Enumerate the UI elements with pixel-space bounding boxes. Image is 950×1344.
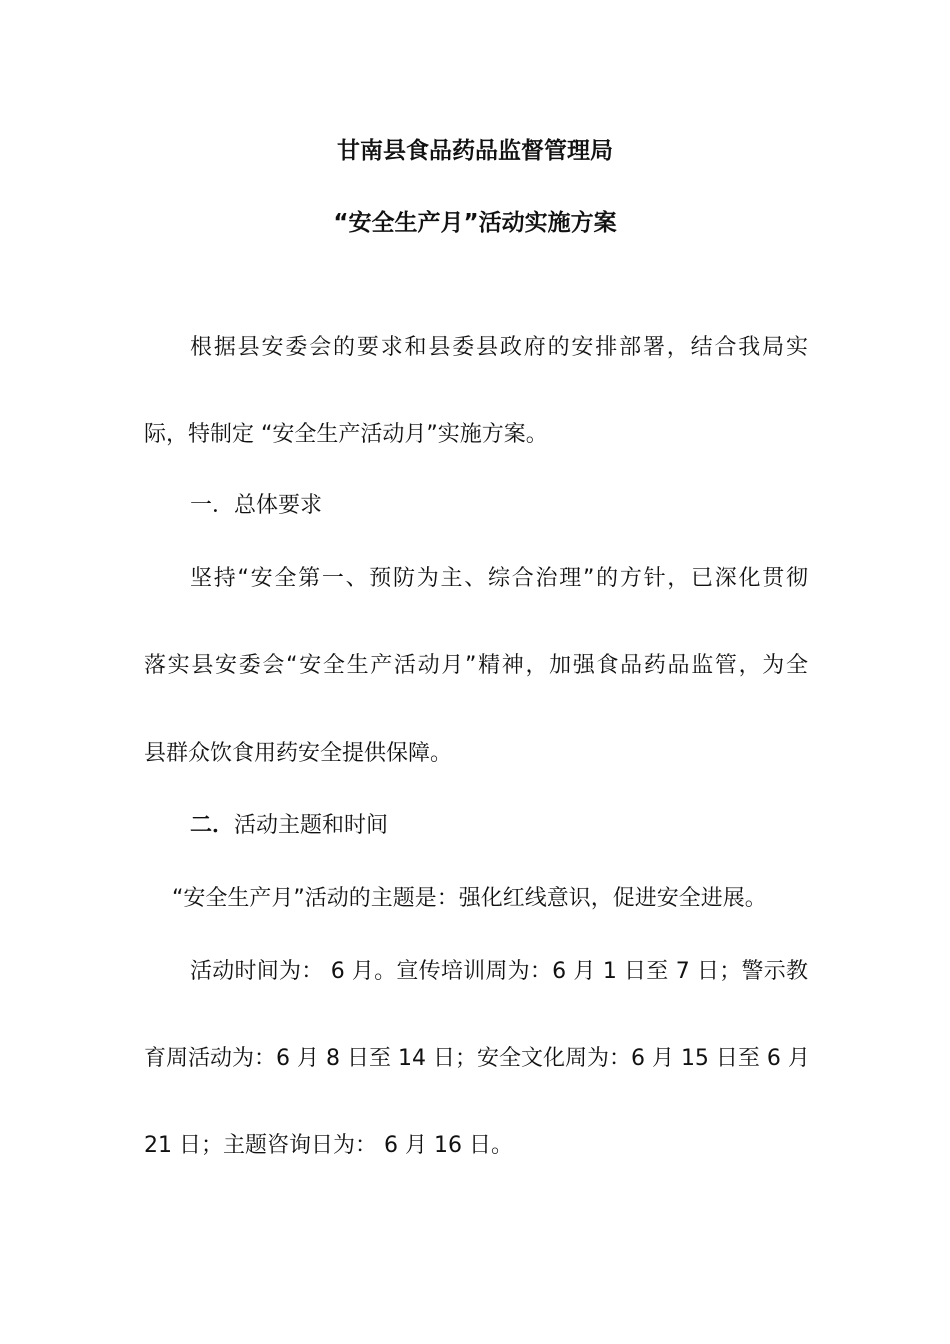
document-title-line-2: “安全生产月”活动实施方案	[333, 210, 617, 236]
section-1-paragraph-line-1: 坚持“安全第一、预防为主、综合治理”的方针，已深化贯彻	[190, 566, 808, 591]
section-2-theme-line: “安全生产月”活动的主题是：强化红线意识，促进安全进展。	[172, 886, 767, 911]
intro-paragraph-line-1: 根据县安委会的要求和县委县政府的安排部署，结合我局实	[190, 335, 808, 360]
section-1-heading: 一．总体要求	[190, 493, 323, 518]
section-1-paragraph-line-3: 县群众饮食用药安全提供保障。	[144, 741, 453, 766]
section-2-time-line-1: 活动时间为： 6 月。宣传培训周为：6 月 1 日至 7 日；警示教	[190, 959, 808, 984]
section-2-heading-number: 二．	[190, 813, 235, 838]
section-2-time-line-2: 育周活动为：6 月 8 日至 14 日；安全文化周为：6 月 15 日至 6 月	[144, 1046, 810, 1071]
section-2-heading-text: 活动主题和时间	[234, 813, 389, 838]
section-2-heading	[144, 811, 808, 841]
intro-paragraph-line-2: 际，特制定 “安全生产活动月”实施方案。	[144, 422, 548, 447]
section-1-paragraph-line-2: 落实县安委会“安全生产活动月”精神，加强食品药品监管，为全	[144, 653, 808, 678]
document-title-line-1: 甘南县食品药品监督管理局	[337, 138, 613, 164]
section-2-time-line-3: 21 日；主题咨询日为： 6 月 16 日。	[144, 1133, 513, 1158]
